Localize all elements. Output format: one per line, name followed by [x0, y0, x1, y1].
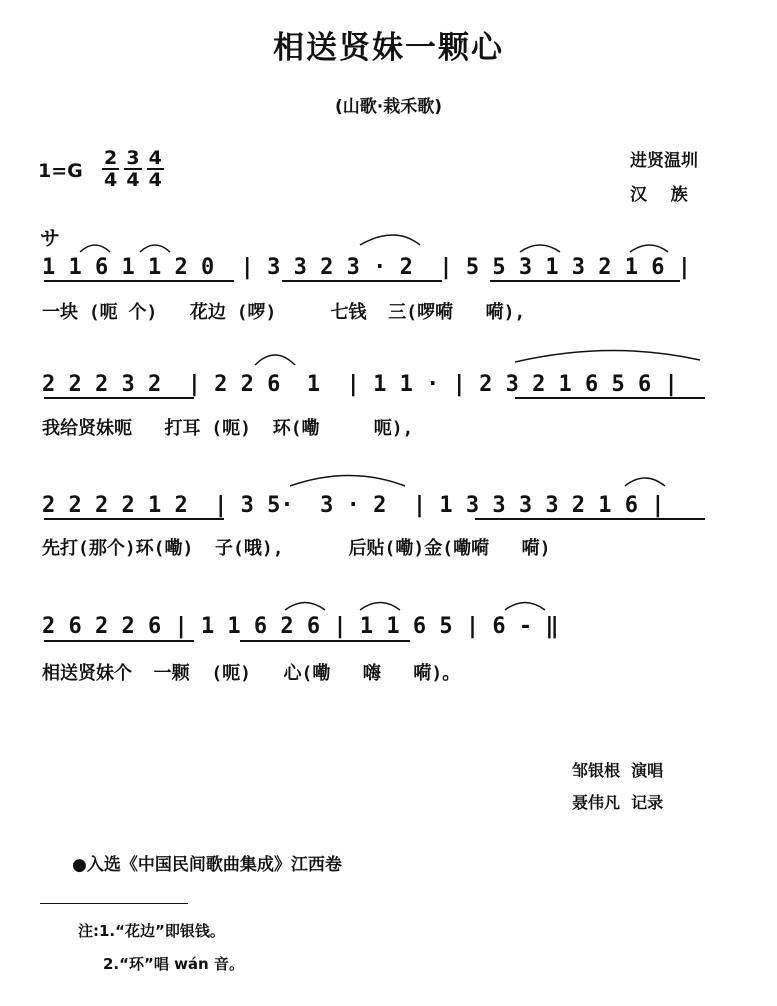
- time-signature-3: $\frac{4}{4}$: [148, 147, 162, 191]
- beam-underline: [44, 397, 194, 399]
- beam-underline: [44, 640, 194, 642]
- song-subtitle: (山歌·栽禾歌): [335, 97, 442, 117]
- origin-place: 进贤温圳: [630, 151, 698, 171]
- beam-underline: [475, 518, 705, 520]
- slur-mark: [505, 603, 545, 611]
- slur-mark: [630, 245, 668, 252]
- source-note: ●入选《中国民间歌曲集成》江西卷: [72, 855, 342, 875]
- slur-mark: [360, 603, 400, 611]
- slur-mark: [515, 350, 700, 362]
- slur-mark: [290, 476, 405, 487]
- staff-3-lyrics: 先打(那个)环(嘞) 子(哦), 后贴(嘞)金(嘞嗬 嗬): [42, 538, 551, 559]
- footnote-1: 注:1.“花边”即银钱。: [78, 922, 225, 940]
- slur-mark: [625, 478, 665, 486]
- staff-2-lyrics: 我给贤妹呃 打耳 (呃) 环(嘞 呃),: [42, 418, 414, 439]
- slur-mark: [80, 245, 110, 252]
- staff-2-notes: 2 2 2 3 2 | 2 2 6 1 | 1 1 · | 2 3 2 1 6 5 6 |: [42, 372, 678, 397]
- beam-underline: [282, 280, 442, 282]
- slur-mark: [285, 603, 325, 611]
- slur-mark: [140, 245, 170, 252]
- slur-mark: [360, 235, 420, 245]
- song-title: 相送贤妹一颗心: [273, 30, 504, 66]
- tempo-mark: サ: [40, 226, 60, 250]
- staff-4-notes: 2 6 2 2 6 | 1 1 6 2 6 | 1 1 6 5 | 6 - ‖: [42, 614, 559, 639]
- staff-1-lyrics: 一块 (呃 个) 花边 (啰) 七钱 三(啰嗬 嗬),: [42, 302, 526, 323]
- time-signature-2: $\frac{3}{4}$: [126, 147, 140, 191]
- slur-mark: [520, 245, 560, 252]
- credit-singer: 邹银根 演唱: [572, 761, 664, 780]
- beam-underline: [240, 640, 410, 642]
- credit-recorder: 聂伟凡 记录: [572, 793, 664, 812]
- beam-underline: [515, 397, 705, 399]
- beam-underline: [44, 518, 224, 520]
- footnote-2: 2.“环”唱 wán 音。: [103, 955, 244, 973]
- staff-3-notes: 2 2 2 2 1 2 | 3 5· 3 · 2 | 1 3 3 3 3 2 1 6 |: [42, 493, 665, 518]
- staff-1-notes: 1 1 6 1 1 2 0 | 3 3 2 3 · 2 | 5 5 3 1 3 2 1 6 |: [42, 255, 692, 280]
- key-signature: 1=G: [38, 160, 83, 182]
- beam-underline: [44, 280, 234, 282]
- staff-4-lyrics: 相送贤妹个 一颗 (呃) 心(嘞 嗨 嗬)。: [42, 663, 461, 684]
- beam-underline: [490, 280, 680, 282]
- time-signature-1: $\frac{2}{4}$: [104, 147, 118, 191]
- origin-ethnicity: 汉 族: [630, 185, 688, 205]
- slur-mark: [255, 355, 295, 365]
- footnote-divider: [40, 903, 188, 904]
